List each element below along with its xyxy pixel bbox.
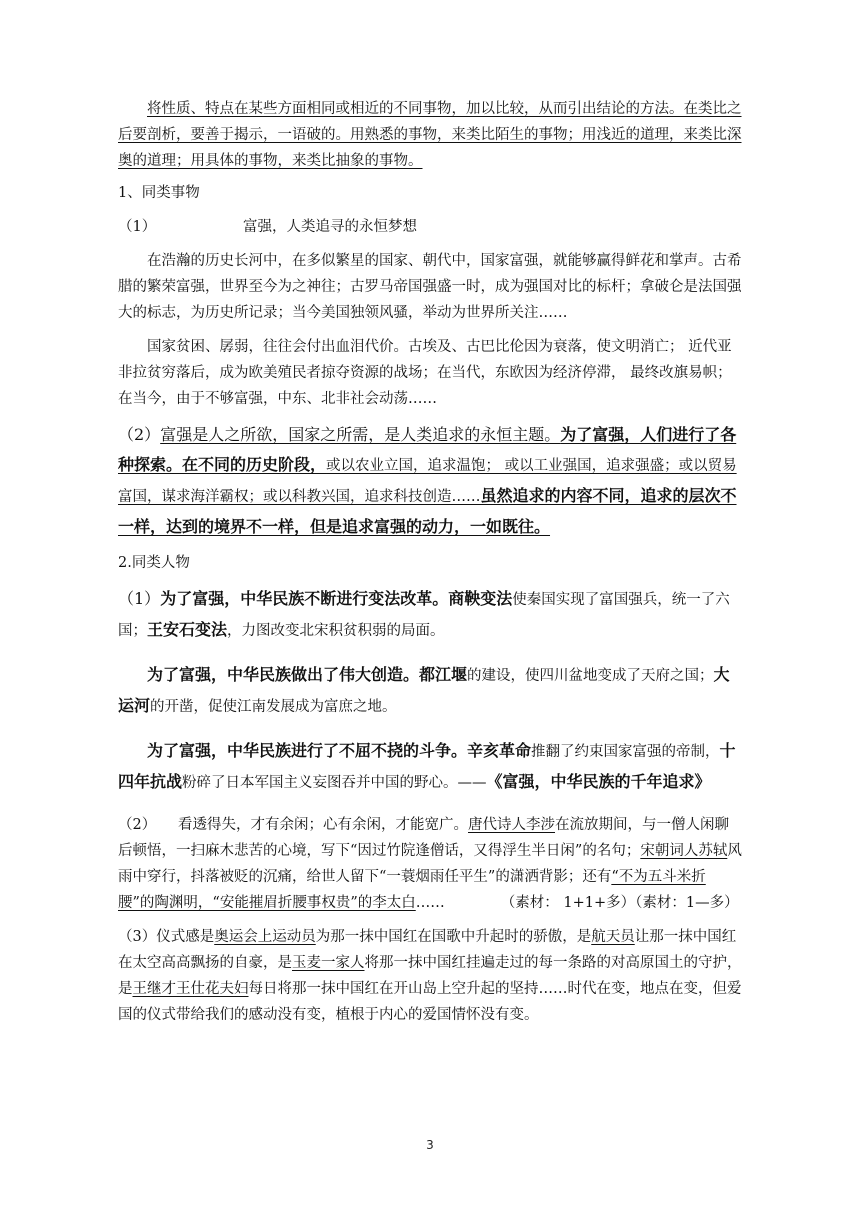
section-2-heading: 2.同类人物 <box>118 555 190 571</box>
example-1-paragraph-2: 国家贫困、孱弱，往往会付出血泪代价。古埃及、古巴比伦因为衰落，使文明消亡； 近代亚非拉贫穷落后，成为欧美殖民者掠夺资源的战场；在当代，东欧因为经济停滞， 最终改旗易帜；在当今，由于不够富强，中东、北非社会动荡…… <box>118 339 732 407</box>
person-example-3-b: 推翻了约束国家富强的帝制， <box>531 744 720 760</box>
example-1-title: 富强，人类追寻的永恒梦想 <box>243 219 417 235</box>
person-example-4-number: （2） <box>118 817 157 833</box>
person-example-3-c: 十四年抗战 <box>118 741 736 791</box>
person-example-1-number: （1） <box>118 589 161 608</box>
intro-paragraph <box>118 96 742 174</box>
person-example-2-b: 的建设，使四川盆地变成了天府之国； <box>467 668 714 684</box>
person-example-4-h: （素材： <box>500 895 559 911</box>
person-example-4-g: …… <box>415 895 445 911</box>
person-example-2-d: 的开凿，促使江南发展成为富庶之地。 <box>150 699 397 715</box>
example-2-text-c: 或以农业立国，追求温饱； 或以工业强国，追求强盛；或以贸易富国，谋求海洋霸权；或以科教兴国，追求科技创造…… <box>118 458 737 505</box>
person-example-5-athletes: 奥运会上运动员 <box>214 929 316 945</box>
person-example-4-li-she: 唐代诗人李涉 <box>468 817 555 833</box>
person-example-3-source: 《富强，中华民族的千年追求》 <box>486 772 711 791</box>
person-example-3-a: 为了富强，中华民族进行了不屈不挠的斗争。辛亥革命 <box>147 741 532 760</box>
person-example-5-c: 为那一抹中国红在国歌中升起时的骄傲，是 <box>315 929 592 945</box>
example-1-title-line <box>118 214 742 240</box>
person-example-5-wang-couple: 王继才王仕花夫妇 <box>132 981 249 997</box>
person-example-5-yumai-family: 玉麦一家人 <box>292 955 365 971</box>
person-example-5-e: 让那一抹中国红在太空高高飘扬的自豪，是 <box>118 929 737 971</box>
person-example-5-g: 将那一抹中国红挂遍走过的每一条路的对高原国土的守护，是 <box>118 955 742 997</box>
person-example-5-number: （3） <box>118 929 157 945</box>
example-1-paragraph-1: 在浩瀚的历史长河中，在多似繁星的国家、朝代中，国家富强，就能够赢得鲜花和掌声。古希腊的繁荣富强，世界至今为之神往；古罗马帝国强盛一时，成为强国对比的标杆；拿破仑是法国强大的标志，为历史所记录；当今美国独领风骚，举动为世界所关注…… <box>118 253 742 321</box>
page-number: 3 <box>426 1138 434 1152</box>
example-2-text-d: 虽然追求的内容不同，追求的层次不一样，达到的境界不一样，但是追求富强的动力，一如既往。 <box>118 486 737 536</box>
person-example-4-c: 在流放期间，与一僧人闲聊后顿悟，一扫麻木悲苦的心境，写下“因过竹院逢僧话，又得浮生半日闲”的名句； <box>118 817 729 859</box>
person-example-5-a: 仪式感是 <box>156 929 215 945</box>
person-example-4-su-shi: 宋朝词人苏轼 <box>640 843 728 859</box>
page-content <box>118 96 742 1028</box>
person-example-5-j: 时代在变，地点在变，但爱国的仪式带给我们的感动没有变，植根于内心的爱国情怀没有变。 <box>118 981 742 1023</box>
person-example-1-d: ，力图改变北宋积贫积弱的局面。 <box>227 623 445 639</box>
intro-text: 将性质、特点在某些方面相同或相近的不同事物，加以比较，从而引出结论的方法。在类比之后要剖析，要善于揭示，一语破的。用熟悉的事物，来类比陌生的事物；用浅近的道理，来类比深奥的道理；用具体的事物，来类比抽象的事物。 <box>118 101 742 169</box>
example-2-text-a: 富强是人之所欲，国家之所需，是人类追求的永恒主题。 <box>160 425 561 444</box>
person-example-2 <box>118 660 742 722</box>
person-example-3-d: 粉碎了日本军国主义妄图吞并中国的野心。—— <box>182 775 487 791</box>
person-example-1-a: 为了富强，中华民族不断进行变法改革。商鞅变法 <box>160 589 513 608</box>
person-example-5 <box>118 924 742 1028</box>
person-example-4-quotes: “不为五斗米折腰”的陶渊明，“安能摧眉折腰事权贵”的李太白 <box>118 869 706 911</box>
example-2-number: （2） <box>118 425 161 444</box>
person-example-5-i: 每日将那一抹中国红在开山岛上空升起的坚持…… <box>248 981 568 997</box>
person-example-1-c: 王安石变法 <box>147 620 228 639</box>
person-example-4-e: 风雨中穿行，抖落被贬的沉痛，给世人留下“一蓑烟雨任平生”的潇洒背影；还有 <box>118 843 742 885</box>
example-2-paragraph <box>118 420 742 542</box>
person-example-3 <box>118 736 742 798</box>
person-example-4-a: 看透得失，才有余闲；心有余闲，才能宽广。 <box>178 817 468 833</box>
person-example-1 <box>118 584 742 646</box>
person-example-4 <box>118 812 742 916</box>
person-example-2-a: 为了富强，中华民族做出了伟大创造。都江堰 <box>147 665 468 684</box>
example-1-number: （1） <box>118 219 157 235</box>
person-example-5-astronauts: 航天员 <box>591 929 635 945</box>
person-example-1-b: 使秦国实现了富国强兵，统一了六国； <box>118 592 730 639</box>
section-1-heading: 1、同类事物 <box>118 185 200 201</box>
person-example-4-i: 1+1+多）（素材：1—多） <box>563 895 739 911</box>
person-example-2-c: 大运河 <box>118 665 730 715</box>
example-2-text-b: 为了富强，人们进行了各种探索。在不同的历史阶段， <box>118 425 737 474</box>
